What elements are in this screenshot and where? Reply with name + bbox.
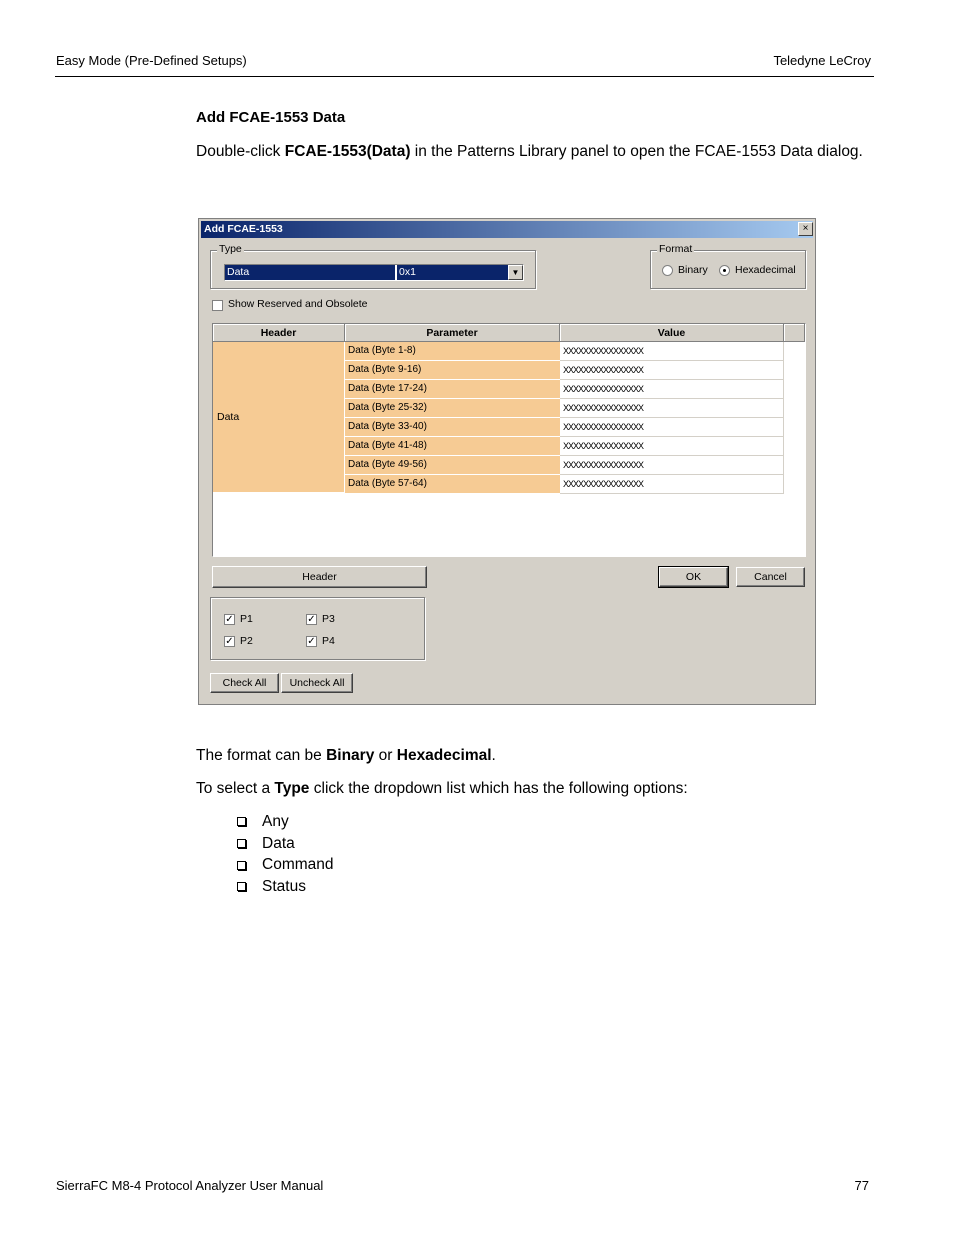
type-group [210, 243, 536, 289]
intro-text-post: in the Patterns Library panel to open the FCAE-1553 Data dialog. [410, 143, 863, 160]
p4-checkbox[interactable]: ✓ [307, 636, 316, 647]
list-item [237, 833, 334, 855]
intro-text-pre: Double-click [196, 143, 285, 160]
table-row[interactable]: Data (Byte 41-48) [345, 437, 560, 456]
list-item-label: Data [262, 834, 295, 852]
type-group-label: Type [219, 243, 242, 255]
table-row[interactable]: Data (Byte 9-16) [345, 361, 560, 380]
type-value: Data [225, 265, 395, 280]
type-dropdown[interactable] [224, 264, 524, 281]
ok-button[interactable]: OK [659, 567, 728, 587]
type-options-list [237, 811, 334, 898]
show-reserved-label: Show Reserved and Obsolete [228, 298, 368, 310]
table-row[interactable]: Data (Byte 49-56) [345, 456, 560, 475]
check-all-button[interactable]: Check All [210, 673, 279, 693]
format-text-mid: or [374, 747, 397, 764]
value-cell[interactable]: XXXXXXXXXXXXXXXX [560, 456, 784, 475]
column-header-value[interactable]: Value [560, 324, 784, 342]
uncheck-all-button[interactable]: Uncheck All [281, 673, 353, 693]
value-cell[interactable]: XXXXXXXXXXXXXXXX [560, 399, 784, 418]
value-cell[interactable]: XXXXXXXXXXXXXXXX [560, 418, 784, 437]
column-header-header[interactable]: Header [213, 324, 345, 342]
page-header-left: Easy Mode (Pre-Defined Setups) [56, 53, 247, 68]
table-row[interactable]: Data (Byte 1-8) [345, 342, 560, 361]
value-cell[interactable]: XXXXXXXXXXXXXXXX [560, 380, 784, 399]
list-item [237, 811, 334, 833]
cancel-button[interactable]: Cancel [736, 567, 805, 587]
type-text-post: click the dropdown list which has the following options: [309, 780, 688, 797]
intro-paragraph [196, 141, 876, 163]
chevron-down-icon[interactable]: ▼ [508, 265, 523, 280]
ports-group [210, 597, 425, 660]
column-header-filler [784, 324, 805, 342]
parameter-column [345, 342, 560, 494]
binary-radio[interactable] [662, 265, 673, 276]
type-code: 0x1 [397, 265, 509, 280]
checkbox-bullet-icon [237, 882, 246, 891]
p1-checkbox[interactable]: ✓ [225, 614, 234, 625]
hexadecimal-radio[interactable] [719, 265, 730, 276]
page-header-right: Teledyne LeCroy [773, 53, 871, 68]
p4-label: P4 [322, 635, 335, 647]
add-fcae-dialog [198, 218, 816, 705]
table-row[interactable]: Data (Byte 17-24) [345, 380, 560, 399]
value-cell[interactable]: XXXXXXXXXXXXXXXX [560, 437, 784, 456]
p3-checkbox[interactable]: ✓ [307, 614, 316, 625]
p1-label: P1 [240, 613, 253, 625]
list-item-label: Status [262, 878, 306, 896]
header-rule [55, 76, 874, 77]
table-row[interactable]: Data (Byte 33-40) [345, 418, 560, 437]
table-row[interactable]: Data (Byte 57-64) [345, 475, 560, 494]
checkbox-bullet-icon [237, 861, 246, 870]
list-item [237, 876, 334, 898]
value-cell[interactable]: XXXXXXXXXXXXXXXX [560, 361, 784, 380]
page-footer-left: SierraFC M8-4 Protocol Analyzer User Manual [56, 1178, 324, 1193]
format-paragraph [196, 745, 876, 767]
page-number: 77 [854, 1178, 869, 1193]
list-item-label: Any [262, 813, 289, 830]
section-title: Add FCAE-1553 Data [196, 109, 346, 126]
format-binary-bold: Binary [326, 747, 375, 764]
p2-checkbox[interactable]: ✓ [225, 636, 234, 647]
value-column [560, 342, 784, 494]
list-item [237, 854, 334, 876]
checkbox-bullet-icon [237, 839, 246, 848]
column-header-parameter[interactable]: Parameter [345, 324, 560, 342]
checkbox-bullet-icon [237, 817, 246, 826]
header-cell[interactable]: Data [213, 342, 345, 492]
value-cell[interactable]: XXXXXXXXXXXXXXXX [560, 475, 784, 494]
format-group-label: Format [659, 243, 693, 255]
list-item-label: Command [262, 856, 334, 874]
type-text-pre: To select a [196, 780, 275, 797]
fields-grid [212, 323, 806, 557]
dialog-title: Add FCAE-1553 [201, 221, 813, 238]
format-group [650, 243, 806, 289]
header-button[interactable]: Header [212, 566, 427, 588]
format-hex-bold: Hexadecimal [396, 747, 492, 764]
close-button[interactable]: × [798, 222, 813, 236]
p2-label: P2 [240, 635, 253, 647]
type-text-bold: Type [274, 780, 310, 797]
show-reserved-checkbox[interactable] [212, 300, 223, 311]
table-row[interactable]: Data (Byte 25-32) [345, 399, 560, 418]
binary-label: Binary [678, 264, 708, 276]
p3-label: P3 [322, 613, 335, 625]
intro-text-bold: FCAE-1553(Data) [284, 143, 411, 160]
type-paragraph [196, 778, 876, 800]
value-cell[interactable]: XXXXXXXXXXXXXXXX [560, 342, 784, 361]
format-text-pre: The format can be [196, 747, 327, 764]
format-text-post: . [491, 747, 496, 764]
hexadecimal-label: Hexadecimal [735, 264, 796, 276]
